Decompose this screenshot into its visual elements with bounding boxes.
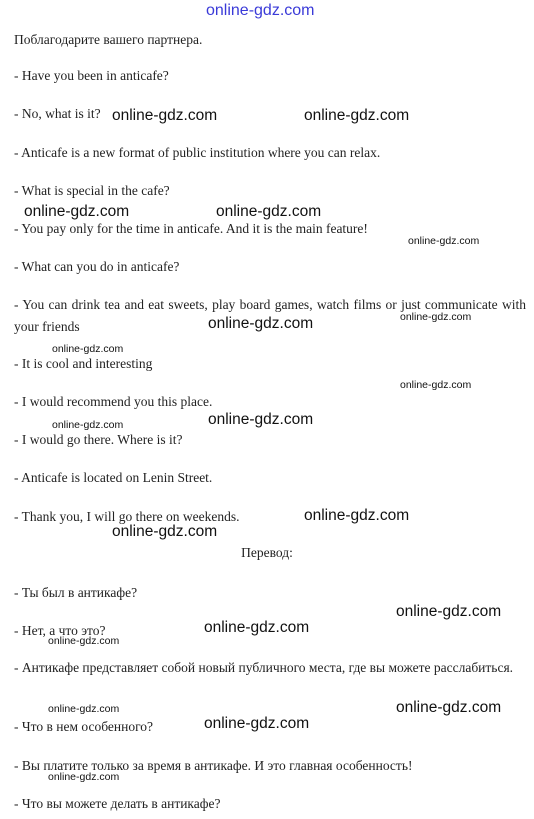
watermark: online-gdz.com <box>208 411 314 428</box>
header-watermark: online-gdz.com <box>206 2 315 19</box>
watermark: online-gdz.com <box>52 343 124 355</box>
translation-paragraph: - Антикафе представляет собой новый публичного места, где вы можете расслабиться. <box>14 660 514 675</box>
dialogue-line: - Have you been in anticafe? <box>14 68 169 83</box>
watermark: online-gdz.com <box>52 419 124 431</box>
translation-line: - Вы платите только за время в антикафе. И это главная особенность! <box>14 758 413 773</box>
watermark: online-gdz.com <box>208 315 314 332</box>
dialogue-line: - I would go there. Where is it? <box>14 432 183 447</box>
watermark: online-gdz.com <box>204 619 310 636</box>
watermark: online-gdz.com <box>400 311 472 323</box>
translation-heading: Перевод: <box>241 545 293 560</box>
watermark: online-gdz.com <box>216 203 322 220</box>
translation-line: - Что в нем особенного? <box>14 719 154 734</box>
intro-line: Поблагодарите вашего партнера. <box>14 32 203 47</box>
watermark: online-gdz.com <box>396 699 502 716</box>
watermark: online-gdz.com <box>400 379 472 391</box>
watermark: online-gdz.com <box>304 507 410 524</box>
dialogue-line: - You pay only for the time in anticafe. And it is the main feature! <box>14 221 368 236</box>
watermark: online-gdz.com <box>408 235 480 247</box>
watermark: online-gdz.com <box>48 771 120 783</box>
watermark: online-gdz.com <box>204 715 310 732</box>
watermark: online-gdz.com <box>24 203 130 220</box>
dialogue-line: - What can you do in anticafe? <box>14 259 180 274</box>
watermark: online-gdz.com <box>112 523 218 540</box>
watermark: online-gdz.com <box>304 107 410 124</box>
dialogue-line: - Anticafe is a new format of public institution where you can relax. <box>14 145 381 160</box>
translation-line: - Нет, а что это? <box>14 623 106 638</box>
dialogue-line: - I would recommend you this place. <box>14 394 213 409</box>
dialogue-line: - No, what is it? <box>14 106 101 121</box>
translation-line: - Ты был в антикафе? <box>14 585 138 600</box>
dialogue-paragraph: - You can drink tea and eat sweets, play board games, watch films or just communicate with your friends <box>14 297 526 334</box>
dialogue-line: - Anticafe is located on Lenin Street. <box>14 470 213 485</box>
dialogue-line: - Thank you, I will go there on weekends. <box>14 509 240 524</box>
dialogue-line: - It is cool and interesting <box>14 356 153 371</box>
watermark: online-gdz.com <box>48 703 120 715</box>
watermark: online-gdz.com <box>396 603 502 620</box>
translation-line: - Что вы можете делать в антикафе? <box>14 796 221 811</box>
dialogue-line: - What is special in the cafe? <box>14 183 170 198</box>
watermark: online-gdz.com <box>48 635 120 647</box>
watermark: online-gdz.com <box>112 107 218 124</box>
